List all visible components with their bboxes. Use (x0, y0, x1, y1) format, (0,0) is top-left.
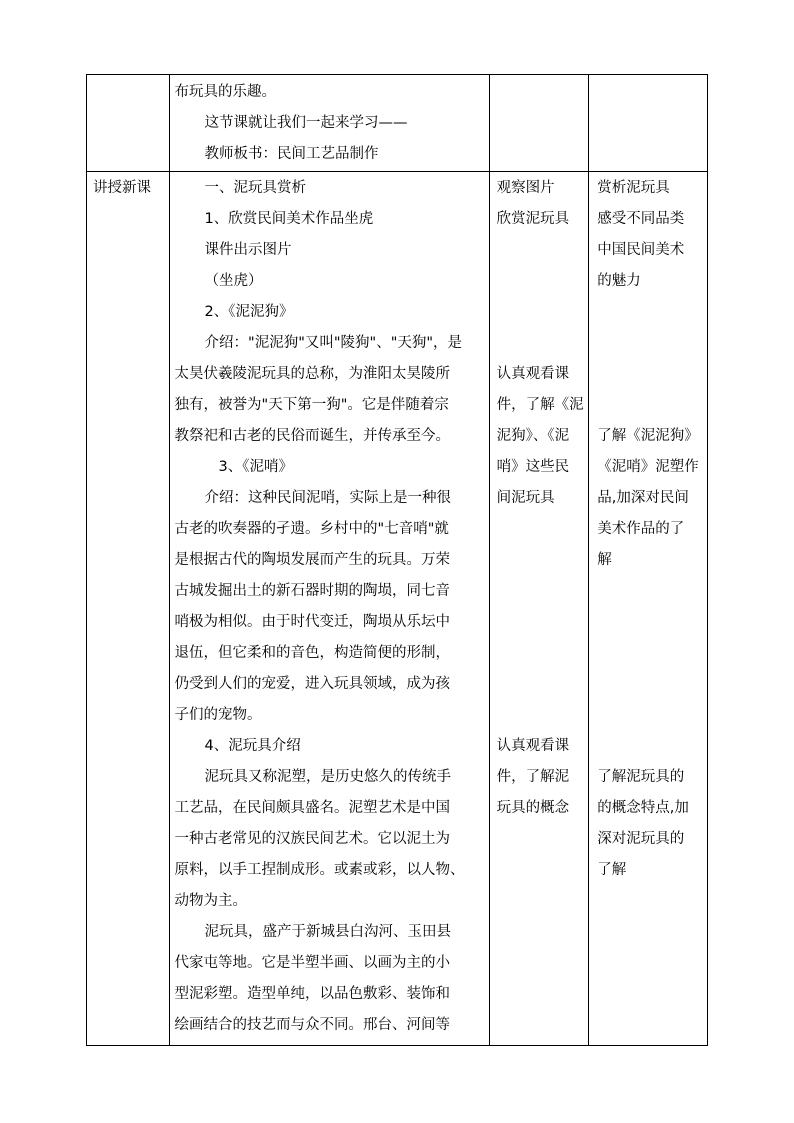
table-row-new-lesson (87, 172, 708, 1046)
student-line: 泥狗》、《泥 (496, 428, 570, 444)
intent-line: 美术作品的了 (597, 521, 685, 537)
intent-line: 的魅力 (597, 273, 641, 289)
lesson-plan-table (86, 74, 708, 1046)
intent-line: 中国民间美术 (597, 242, 685, 258)
subsection-heading: 2、《泥泥狗》 (204, 304, 294, 320)
subsection-heading: 3、《泥哨》 (218, 459, 294, 475)
teacher-activity-cell (169, 75, 489, 172)
student-line: 件，了解泥 (496, 769, 570, 785)
student-line: 认真观看课 (496, 366, 570, 382)
text-line: 动物为主。 (174, 893, 248, 909)
student-line: 认真观看课 (496, 738, 570, 754)
intent-line: 赏析泥玩具 (597, 180, 670, 196)
student-line: 欣赏泥玩具 (496, 211, 570, 227)
text-line: 介绍：这种民间泥哨，实际上是一种很 (204, 490, 452, 506)
intent-line: 深对泥玩具的 (597, 831, 685, 847)
section-heading: 一、泥玩具赏析 (204, 180, 307, 196)
text-line: 独有，被誉为"天下第一狗"。它是伴随着宗 (174, 397, 449, 413)
intent-line: 品,加深对民间 (597, 490, 689, 506)
text-line: 是根据古代的陶埙发展而产生的玩具。万荣 (174, 552, 451, 568)
text-line: 一种古老常见的汉族民间艺术。它以泥土为 (174, 831, 451, 847)
intent-line: 了解 (597, 862, 627, 878)
table-row-intro (87, 75, 708, 172)
text-line: 仍受到人们的宠爱，进入玩具领域，成为孩 (174, 676, 451, 692)
text-line: （坐虎） (204, 273, 263, 289)
text-line: 古城发掘出土的新石器时期的陶埙，同七音 (174, 583, 451, 599)
text-line: 工艺品，在民间颇具盛名。泥塑艺术是中国 (174, 800, 451, 816)
text-line: 退伍，但它柔和的音色，构造简便的形制， (174, 645, 451, 661)
student-line: 哨》这些民 (496, 459, 570, 475)
intent-line: 解 (597, 552, 612, 568)
text-line: 绘画结合的技艺而与众不同。邢台、河间等 (174, 1017, 451, 1033)
text-line: 这节课就让我们一起来学习—— (204, 115, 408, 131)
design-intent-cell-empty (589, 75, 708, 172)
intent-line: 了解《泥泥狗》 (597, 428, 699, 444)
design-intent-cell (589, 172, 708, 1046)
intent-line: 《泥哨》泥塑作 (597, 459, 699, 475)
text-line: 子们的宠物。 (174, 707, 262, 723)
text-line: 课件出示图片 (204, 242, 292, 258)
teacher-activity-cell (169, 172, 489, 1046)
student-line: 观察图片 (496, 180, 555, 196)
text-line: 泥玩具又称泥塑，是历史悠久的传统手 (204, 769, 452, 785)
intent-line: 的概念特点,加 (597, 800, 689, 816)
text-line: 原料，以手工捏制成形。或素或彩，以人物、 (174, 862, 465, 878)
subsection-heading: 1、欣赏民间美术作品坐虎 (204, 211, 374, 227)
student-line: 件，了解《泥 (496, 397, 584, 413)
stage-cell-empty (87, 75, 170, 172)
student-line: 玩具的概念 (496, 800, 570, 816)
text-line: 代家屯等地。它是半塑半画、以画为主的小 (174, 955, 451, 971)
student-activity-cell-empty (489, 75, 589, 172)
stage-label: 讲授新课 (93, 180, 151, 196)
text-line: 泥玩具，盛产于新城县白沟河、玉田县 (204, 924, 452, 940)
text-line: 古老的吹奏器的孑遗。乡村中的"七音哨"就 (174, 521, 449, 537)
text-line: 哨极为相似。由于时代变迁，陶埙从乐坛中 (174, 614, 451, 630)
text-line: 介绍："泥泥狗"又叫"陵狗"、"天狗"，是 (204, 335, 463, 351)
text-line: 型泥彩塑。造型单纯，以品色敷彩、装饰和 (174, 986, 451, 1002)
student-activity-cell (489, 172, 589, 1046)
text-line: 太昊伏羲陵泥玩具的总称，为淮阳太昊陵所 (174, 366, 451, 382)
intent-line: 感受不同品类 (597, 211, 685, 227)
text-line: 布玩具的乐趣。 (174, 84, 277, 100)
stage-cell (87, 172, 170, 1046)
text-line: 教祭祀和古老的民俗而诞生，并传承至今。 (174, 428, 451, 444)
subsection-heading: 4、泥玩具介绍 (204, 738, 301, 754)
text-line: 教师板书：民间工艺品制作 (204, 146, 379, 162)
intent-line: 了解泥玩具的 (597, 769, 685, 785)
student-line: 间泥玩具 (496, 490, 555, 506)
